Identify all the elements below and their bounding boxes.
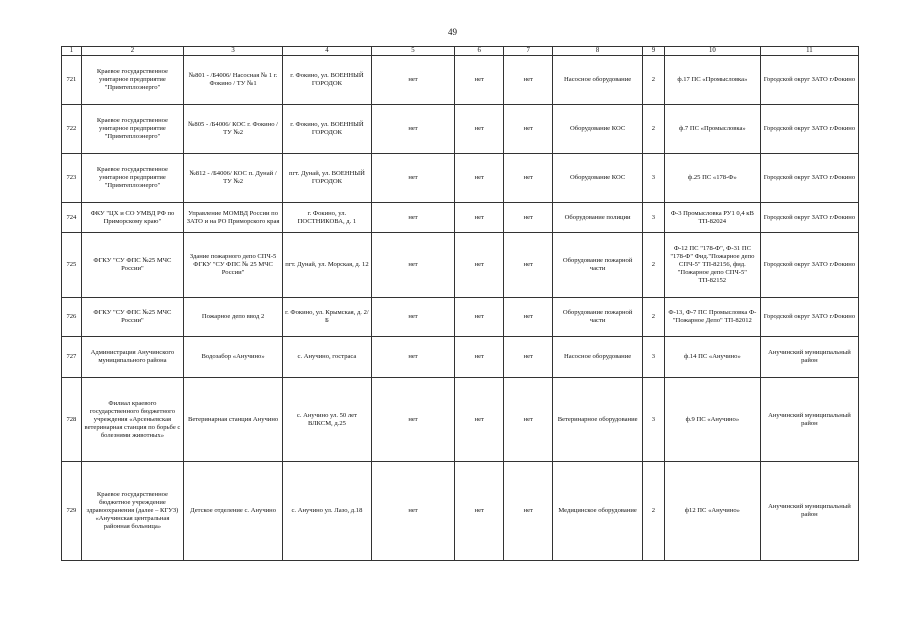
row-number: 725 (62, 233, 82, 298)
table-row (62, 298, 859, 337)
value-cell: нет (455, 56, 504, 105)
value-cell: нет (455, 337, 504, 378)
equipment-cell: Насосное оборудование (553, 337, 643, 378)
value-cell: нет (504, 203, 553, 233)
feeder-cell: ф.25 ПС «178-Ф» (664, 154, 760, 203)
owner-cell: Администрация Анучинского муниципального района (81, 337, 183, 378)
category-cell: 3 (642, 378, 664, 462)
category-cell: 2 (642, 298, 664, 337)
category-cell: 2 (642, 233, 664, 298)
district-cell: Городской округ ЗАТО г.Фокино (760, 105, 858, 154)
value-cell: нет (504, 105, 553, 154)
value-cell: нет (504, 233, 553, 298)
column-number: 9 (642, 47, 664, 56)
object-cell: №812 - /Б4006/ КОС п. Дунай / ТУ №2 (184, 154, 283, 203)
feeder-cell: ф.14 ПС «Анучино» (664, 337, 760, 378)
row-number: 729 (62, 462, 82, 561)
value-cell: нет (371, 56, 454, 105)
value-cell: нет (455, 233, 504, 298)
object-cell: Здание пожарного депо СПЧ-5 ФГКУ "СУ ФПС № 25 МЧС России" (184, 233, 283, 298)
value-cell: нет (371, 154, 454, 203)
table-row (62, 462, 859, 561)
address-cell: г. Фокино, ул. ВОЕННЫЙ ГОРОДОК (283, 105, 372, 154)
district-cell: Городской округ ЗАТО г.Фокино (760, 233, 858, 298)
object-cell: №805 - /Б4006/ КОС г. Фокино / ТУ №2 (184, 105, 283, 154)
district-cell: Анучинский муниципальный район (760, 378, 858, 462)
value-cell: нет (371, 298, 454, 337)
owner-cell: Краевое государственное унитарное предприятие "Примтеплоэнерго" (81, 56, 183, 105)
address-cell: г. Фокино, ул. Крымская, д. 2/Б (283, 298, 372, 337)
column-number: 3 (184, 47, 283, 56)
table-row (62, 378, 859, 462)
table-row (62, 105, 859, 154)
column-number-row (62, 47, 859, 56)
value-cell: нет (371, 105, 454, 154)
category-cell: 3 (642, 154, 664, 203)
row-number: 722 (62, 105, 82, 154)
address-cell: с. Анучино ул. 50 лет ВЛКСМ, д.25 (283, 378, 372, 462)
value-cell: нет (371, 462, 454, 561)
district-cell: Городской округ ЗАТО г.Фокино (760, 154, 858, 203)
object-cell: Детское отделение с. Анучино (184, 462, 283, 561)
value-cell: нет (455, 378, 504, 462)
district-cell: Городской округ ЗАТО г.Фокино (760, 56, 858, 105)
value-cell: нет (504, 462, 553, 561)
district-cell: Анучинский муниципальный район (760, 337, 858, 378)
column-number: 7 (504, 47, 553, 56)
value-cell: нет (371, 378, 454, 462)
address-cell: пгт. Дунай, ул. Морская, д. 12 (283, 233, 372, 298)
district-cell: Городской округ ЗАТО г.Фокино (760, 298, 858, 337)
district-cell: Анучинский муниципальный район (760, 462, 858, 561)
equipment-cell: Оборудование КОС (553, 154, 643, 203)
value-cell: нет (504, 298, 553, 337)
row-number: 723 (62, 154, 82, 203)
address-cell: с. Анучино ул. Лазо, д.18 (283, 462, 372, 561)
value-cell: нет (371, 203, 454, 233)
category-cell: 2 (642, 462, 664, 561)
category-cell: 2 (642, 105, 664, 154)
table-row (62, 233, 859, 298)
category-cell: 2 (642, 56, 664, 105)
value-cell: нет (371, 233, 454, 298)
owner-cell: Краевое государственное унитарное предприятие "Примтеплоэнерго" (81, 105, 183, 154)
address-cell: с. Анучино, гостраса (283, 337, 372, 378)
column-number: 10 (664, 47, 760, 56)
feeder-cell: ф.9 ПС «Анучино» (664, 378, 760, 462)
column-number: 5 (371, 47, 454, 56)
owner-cell: ФГКУ "СУ ФПС №25 МЧС России" (81, 298, 183, 337)
row-number: 726 (62, 298, 82, 337)
equipment-cell: Ветеринарное оборудование (553, 378, 643, 462)
feeder-cell: Ф-12 ПС "178-Ф", Ф-31 ПС "178-Ф" Фид."Пожарное депо СПЧ-5" ТП-82156, фид. "Пожарное депо СПЧ-5" ТП-82152 (664, 233, 760, 298)
value-cell: нет (455, 203, 504, 233)
column-number: 8 (553, 47, 643, 56)
equipment-cell: Оборудование пожарной части (553, 233, 643, 298)
object-cell: Ветеринарная станция Анучино (184, 378, 283, 462)
object-cell: Управление МОМВД России по ЗАТО и на РО Приморского края (184, 203, 283, 233)
value-cell: нет (455, 298, 504, 337)
feeder-cell: Ф-13, Ф-7 ПС Промысловка Ф-"Пожарное Депо" ТП-82012 (664, 298, 760, 337)
row-number: 728 (62, 378, 82, 462)
table-row (62, 56, 859, 105)
object-cell: №801 - /Б4006/ Насосная № 1 г. Фокино / ТУ №1 (184, 56, 283, 105)
address-cell: г. Фокино, ул. ВОЕННЫЙ ГОРОДОК (283, 56, 372, 105)
value-cell: нет (504, 337, 553, 378)
row-number: 721 (62, 56, 82, 105)
value-cell: нет (371, 337, 454, 378)
feeder-cell: ф.17 ПС «Промысловка» (664, 56, 760, 105)
column-number: 6 (455, 47, 504, 56)
category-cell: 3 (642, 203, 664, 233)
address-cell: пгт. Дунай, ул. ВОЕННЫЙ ГОРОДОК (283, 154, 372, 203)
value-cell: нет (455, 462, 504, 561)
value-cell: нет (455, 154, 504, 203)
page-number: 49 (448, 27, 457, 37)
column-number: 1 (62, 47, 82, 56)
data-table (61, 46, 859, 561)
feeder-cell: ф12 ПС «Анучино» (664, 462, 760, 561)
object-cell: Водозабор «Анучино» (184, 337, 283, 378)
value-cell: нет (504, 56, 553, 105)
owner-cell: Краевое государственное унитарное предприятие "Примтеплоэнерго" (81, 154, 183, 203)
equipment-cell: Оборудование КОС (553, 105, 643, 154)
feeder-cell: ф.7 ПС «Промысловка» (664, 105, 760, 154)
row-number: 727 (62, 337, 82, 378)
table-row (62, 203, 859, 233)
owner-cell: ФКУ "ЦХ и СО УМВД РФ по Приморскому краю" (81, 203, 183, 233)
owner-cell: ФГКУ "СУ ФПС №25 МЧС России" (81, 233, 183, 298)
owner-cell: Филиал краевого государственного бюджетного учреждения «Арсеньевская ветеринарная станция по борьбе с болезнями животных» (81, 378, 183, 462)
value-cell: нет (504, 378, 553, 462)
table-row (62, 154, 859, 203)
column-number: 11 (760, 47, 858, 56)
object-cell: Пожарное депо ввод 2 (184, 298, 283, 337)
value-cell: нет (455, 105, 504, 154)
column-number: 2 (81, 47, 183, 56)
owner-cell: Краевое государственное бюджетное учреждение здравоохранения (далее – КГУЗ) «Анучинская центральная районная больница» (81, 462, 183, 561)
row-number: 724 (62, 203, 82, 233)
equipment-cell: Медицинское оборудование (553, 462, 643, 561)
value-cell: нет (504, 154, 553, 203)
column-number: 4 (283, 47, 372, 56)
address-cell: г. Фокино, ул. ПОСТНИКОВА, д. 1 (283, 203, 372, 233)
category-cell: 3 (642, 337, 664, 378)
equipment-cell: Насосное оборудование (553, 56, 643, 105)
table-row (62, 337, 859, 378)
feeder-cell: Ф-3 Промысловка РУ1 0,4 кВ ТП-82024 (664, 203, 760, 233)
equipment-cell: Оборудование полиции (553, 203, 643, 233)
equipment-cell: Оборудование пожарной части (553, 298, 643, 337)
district-cell: Городской округ ЗАТО г.Фокино (760, 203, 858, 233)
